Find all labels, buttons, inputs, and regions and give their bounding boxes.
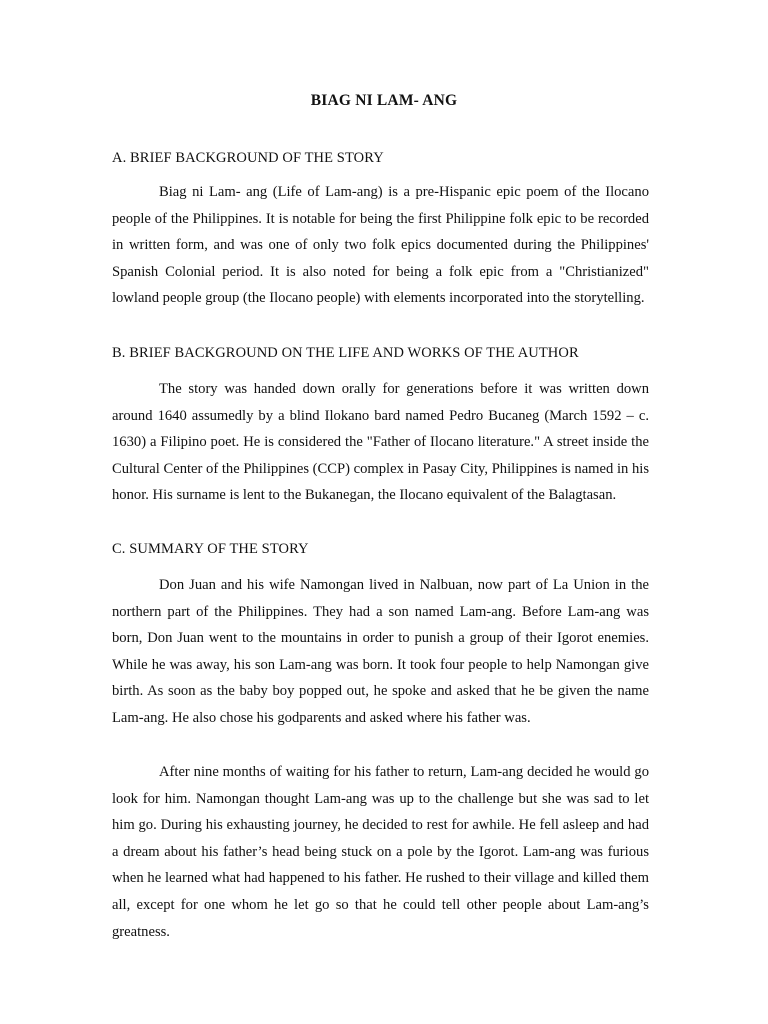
section-heading-background: A. BRIEF BACKGROUND OF THE STORY — [112, 150, 384, 166]
paragraph-summary-1: Don Juan and his wife Namongan lived in Nalbuan, now part of La Union in the northern part of the Philippines. They had a son named Lam-ang. Before Lam-ang was born, Don Juan went to the mountains in order to punish a group of their Igorot enemies. While he was away, his son Lam-ang was born. It took four people to help Namongan give birth. As soon as the baby boy popped out, he spoke and asked that he be given the name Lam-ang. He also chose his godparents and asked where his father was. — [112, 577, 649, 726]
document-title: BIAG NI LAM- ANG — [310, 92, 458, 109]
section-heading-summary: C. SUMMARY OF THE STORY — [112, 541, 309, 557]
section-heading-author: B. BRIEF BACKGROUND ON THE LIFE AND WORKS OF THE AUTHOR — [112, 345, 579, 361]
paragraph-author: The story was handed down orally for generations before it was written down around 1640 assumedly by a blind Ilokano bard named Pedro Bucaneg (March 1592 – c. 1630) a Filipino poet. He is considered the "Father of Ilocano literature." A street inside the Cultural Center of the Philippines (CCP) complex in Pasay City, Philippines is named in his honor. His surname is lent to the Bukanegan, the Ilocano equivalent of the Balagtasan. — [112, 381, 649, 504]
paragraph-summary-2: After nine months of waiting for his father to return, Lam-ang decided he would go look for him. Namongan thought Lam-ang was up to the challenge but she was sad to let him go. During his exhausting journey, he decided to rest for awhile. He fell asleep and had a dream about his father’s head being stuck on a pole by the Igorot. Lam-ang was furious when he learned what had happened to his father. He rushed to their village and killed them all, except for one whom he let go so that he could tell other people about Lam-ang’s greatness. — [112, 764, 649, 940]
paragraph-background: Biag ni Lam- ang (Life of Lam-ang) is a pre-Hispanic epic poem of the Ilocano people of the Philippines. It is notable for being the first Philippine folk epic to be recorded in written form, and was one of only two folk epics documented during the Philippines' Spanish Colonial period. It is also noted for being a folk epic from a "Christianized" lowland people group (the Ilocano people) with elements incorporated into the storytelling. — [112, 184, 649, 307]
